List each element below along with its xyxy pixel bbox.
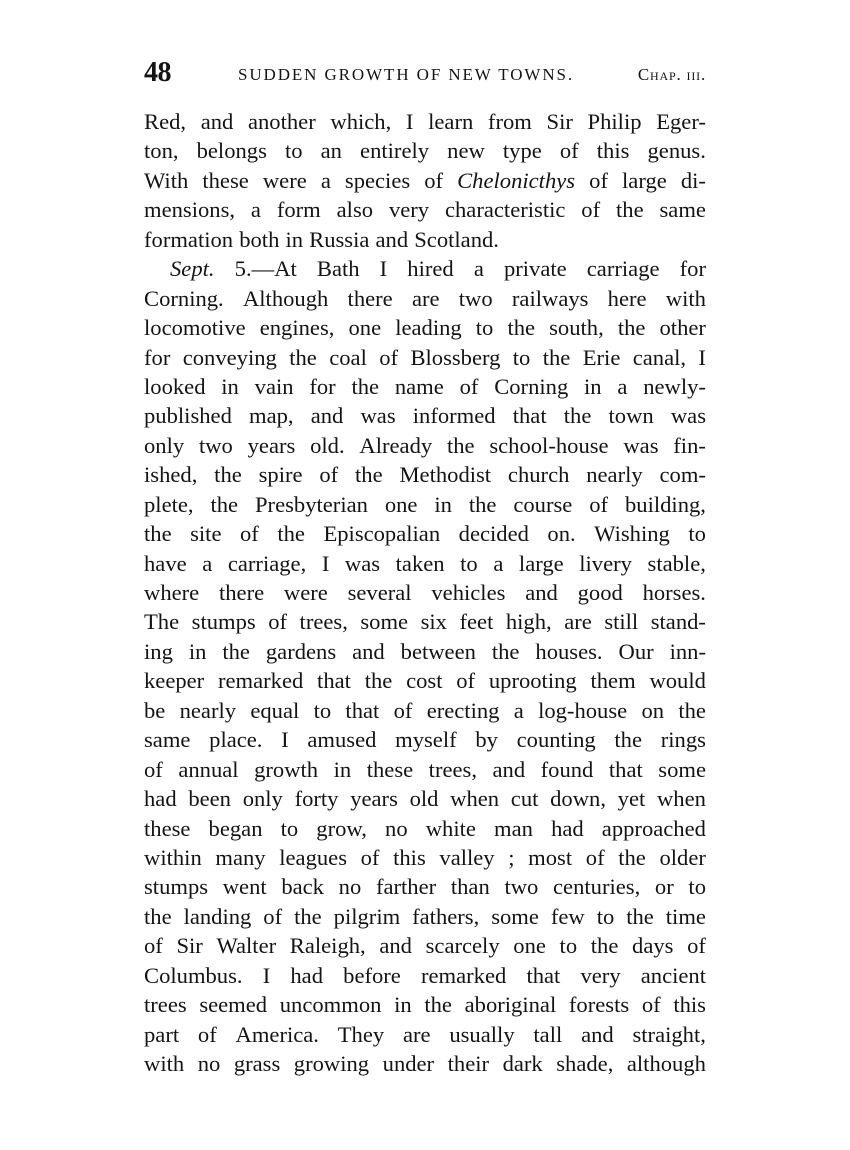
text-line: have a carriage, I was taken to a large livery stable, xyxy=(144,550,706,576)
body-text xyxy=(144,107,706,1078)
text-line: Columbus. I had before remarked that very ancient xyxy=(144,962,706,988)
text-line: published map, and was informed that the town was xyxy=(144,403,706,429)
chapter-label: Chap. iii. xyxy=(637,65,706,84)
text-line: for conveying the coal of Blossberg to the Erie canal, I xyxy=(144,344,706,370)
text-line: same place. I amused myself by counting the rings xyxy=(144,727,706,753)
text-line: the landing of the pilgrim fathers, some few to the time xyxy=(144,903,706,929)
text-line: ton, belongs to an entirely new type of this genus. xyxy=(144,138,706,164)
text-line: keeper remarked that the cost of uprooting them would xyxy=(144,668,706,694)
page-number: 48 xyxy=(144,57,171,88)
text-line: had been only forty years old when cut down, yet when xyxy=(144,786,706,812)
text-line: Red, and another which, I learn from Sir Philip Eger- xyxy=(144,109,706,134)
text-line: with no grass growing under their dark shade, although xyxy=(144,1051,706,1076)
text-line: be nearly equal to that of erecting a log-house on the xyxy=(144,697,706,723)
text-line: within many leagues of this valley ; most of the older xyxy=(144,844,706,870)
text-line: of Sir Walter Raleigh, and scarcely one to the days of xyxy=(144,933,706,959)
text-line: the site of the Episcopalian decided on. Wishing to xyxy=(144,521,706,547)
text-line: Corning. Although there are two railways here with xyxy=(144,285,706,311)
text-line: ing in the gardens and between the houses. Our inn- xyxy=(144,638,706,664)
text-line: locomotive engines, one leading to the south, the other xyxy=(144,315,706,341)
text-line: Sept. 5.—At Bath I hired a private carriage for xyxy=(170,256,706,282)
running-title: SUDDEN GROWTH OF NEW TOWNS. xyxy=(238,65,575,84)
text-line: ished, the spire of the Methodist church nearly com- xyxy=(144,462,706,488)
text-line: of annual growth in these trees, and found that some xyxy=(144,756,706,782)
text-line: only two years old. Already the school-house was fin- xyxy=(144,432,706,458)
text-line: trees seemed uncommon in the aboriginal forests of this xyxy=(144,992,706,1018)
text-line: plete, the Presbyterian one in the course of building, xyxy=(144,491,706,517)
text-line: where there were several vehicles and good horses. xyxy=(144,580,706,605)
text-line: mensions, a form also very characteristic of the same xyxy=(144,197,706,223)
text-line: With these were a species of Chelonicthys of large di- xyxy=(144,167,706,193)
text-line: these began to grow, no white man had approached xyxy=(144,815,706,841)
text-line: part of America. They are usually tall and straight, xyxy=(144,1021,706,1047)
running-head xyxy=(144,58,706,92)
text-line: looked in vain for the name of Corning in a newly- xyxy=(144,373,706,399)
text-line: formation both in Russia and Scotland. xyxy=(144,226,499,252)
text-line: The stumps of trees, some six feet high, are still stand- xyxy=(144,609,706,635)
text-line: stumps went back no farther than two centuries, or to xyxy=(144,874,706,900)
